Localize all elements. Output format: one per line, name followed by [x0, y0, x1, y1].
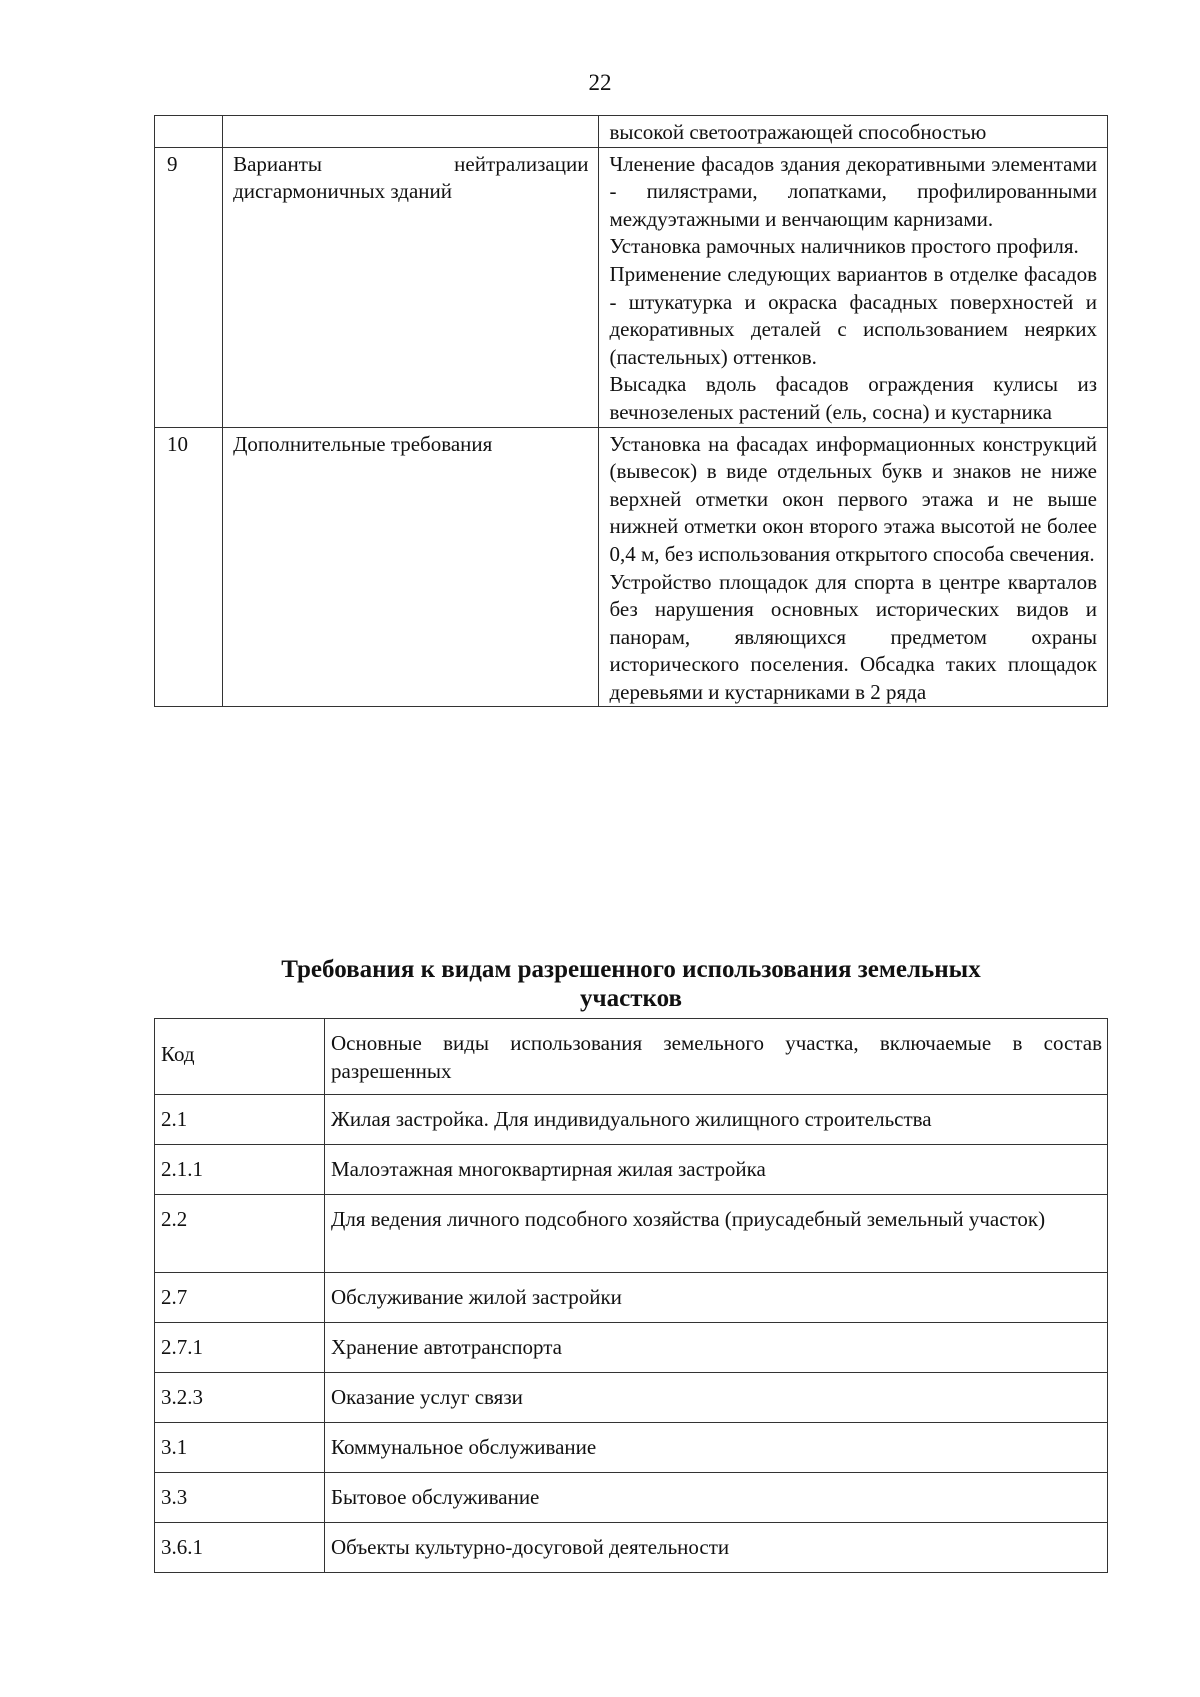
- section-heading-line: участков: [580, 985, 682, 1012]
- table-row: [155, 1373, 1108, 1423]
- row-label: Объекты культурно-досуговой деятельности: [325, 1523, 1108, 1573]
- row-label: Жилая застройка. Для индивидуального жилищного строительства: [325, 1095, 1108, 1145]
- row-number: [155, 116, 223, 148]
- row-code: 2.2: [155, 1195, 325, 1273]
- row-label: Малоэтажная многоквартирная жилая застройка: [325, 1145, 1108, 1195]
- row-code: 3.2.3: [155, 1373, 325, 1423]
- table-row: [155, 1095, 1108, 1145]
- row-code: 2.1: [155, 1095, 325, 1145]
- row-code: 3.1: [155, 1423, 325, 1473]
- section-heading: [154, 955, 1108, 1013]
- description-paragraph: Устройство площадок для спорта в центре кварталов без нарушения основных исторических видов и панорам, являющихся предметом охраны исторического поселения. Обсадка таких площадок деревьями и кустарниками в 2 ряда: [609, 569, 1097, 704]
- row-label: Оказание услуг связи: [325, 1373, 1108, 1423]
- description-paragraph: Применение следующих вариантов в отделке фасадов - штукатурка и окраска фасадных поверхностей и декоративных деталей с использованием неярких (пастельных) оттенков.: [609, 261, 1097, 369]
- row-code: 2.7.1: [155, 1323, 325, 1373]
- row-label: Обслуживание жилой застройки: [325, 1273, 1108, 1323]
- header-code: Код: [155, 1019, 325, 1095]
- table-header-row: [155, 1019, 1108, 1095]
- row-label: Хранение автотранспорта: [325, 1323, 1108, 1373]
- description-paragraph: Членение фасадов здания декоративными элементами - пилястрами, лопатками, профилированными междуэтажными и венчающим карнизами.: [609, 151, 1097, 231]
- land-use-table: [154, 1018, 1108, 1573]
- description-paragraph: Установка рамочных наличников простого профиля.: [609, 234, 1079, 259]
- page-number: 22: [588, 70, 612, 95]
- requirements-table: [154, 115, 1108, 707]
- description-paragraph: высокой светоотражающей способностью: [609, 120, 987, 144]
- description-paragraph: Установка на фасадах информационных конструкций (вывесок) в виде отдельных букв и знаков не ниже верхней отметки окон первого этажа и не выше нижней отметки окон второго этажа высотой не более 0,4 м, без использования открытого способа свечения.: [609, 431, 1097, 566]
- table-row: [155, 1323, 1108, 1373]
- row-description: [599, 116, 1108, 148]
- description-paragraph: Высадка вдоль фасадов ограждения кулисы из вечнозеленых растений (ель, сосна) и кустарника: [609, 372, 1097, 424]
- table-row: [155, 1145, 1108, 1195]
- row-code: 3.6.1: [155, 1523, 325, 1573]
- table-row: [155, 1423, 1108, 1473]
- table-row: [155, 1473, 1108, 1523]
- table-row: [155, 147, 1108, 427]
- row-code: 2.1.1: [155, 1145, 325, 1195]
- table-row: [155, 1195, 1108, 1273]
- table-row: [155, 1273, 1108, 1323]
- row-name: Варианты нейтрализации дисгармоничных зданий: [223, 147, 599, 427]
- row-description: [599, 427, 1108, 707]
- row-label: Бытовое обслуживание: [325, 1473, 1108, 1523]
- row-description: [599, 147, 1108, 427]
- row-number: 10: [155, 427, 223, 707]
- row-name: Дополнительные требования: [223, 427, 599, 707]
- row-label: Для ведения личного подсобного хозяйства (приусадебный земельный участок): [325, 1195, 1108, 1273]
- row-code: 2.7: [155, 1273, 325, 1323]
- table-row: [155, 116, 1108, 148]
- table-row: [155, 427, 1108, 707]
- row-name: [223, 116, 599, 148]
- row-label: Коммунальное обслуживание: [325, 1423, 1108, 1473]
- header-label: Основные виды использования земельного участка, включаемые в состав разрешенных: [325, 1019, 1108, 1095]
- section-heading-line: Требования к видам разрешенного использования земельных: [281, 956, 981, 983]
- row-number: 9: [155, 147, 223, 427]
- table-row: [155, 1523, 1108, 1573]
- row-code: 3.3: [155, 1473, 325, 1523]
